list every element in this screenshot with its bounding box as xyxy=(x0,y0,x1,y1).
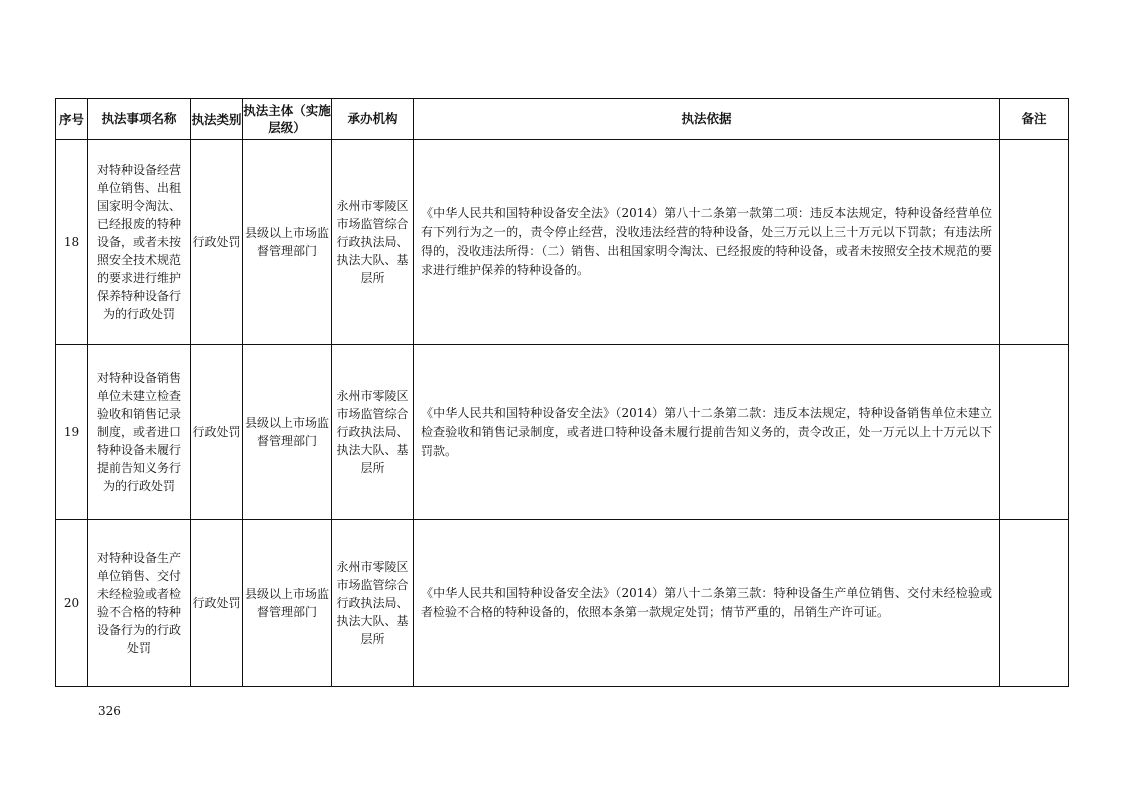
header-office: 承办机构 xyxy=(332,99,414,140)
row-seq: 18 xyxy=(56,140,88,345)
row-category: 行政处罚 xyxy=(191,140,243,345)
table-row xyxy=(56,140,1069,345)
row-category: 行政处罚 xyxy=(191,345,243,520)
row-basis: 《中华人民共和国特种设备安全法》（2014）第八十二条第三款：特种设备生产单位销售、交付未经检验或者检验不合格的特种设备的，依照本条第一款规定处罚；情节严重的，吊销生产许可证。 xyxy=(414,520,1000,687)
table-row xyxy=(56,345,1069,520)
row-name: 对特种设备生产单位销售、交付未经检验或者检验不合格的特种设备行为的行政处罚 xyxy=(88,520,191,687)
row-subject: 县级以上市场监督管理部门 xyxy=(243,345,332,520)
row-office: 永州市零陵区市场监管综合行政执法局、执法大队、基层所 xyxy=(332,345,414,520)
header-subject: 执法主体（实施层级） xyxy=(243,99,332,140)
row-remarks xyxy=(1000,140,1069,345)
header-name: 执法事项名称 xyxy=(88,99,191,140)
row-category: 行政处罚 xyxy=(191,520,243,687)
header-seq: 序号 xyxy=(56,99,88,140)
header-category: 执法类别 xyxy=(191,99,243,140)
row-remarks xyxy=(1000,345,1069,520)
row-name: 对特种设备经营单位销售、出租国家明令淘汰、已经报废的特种设备，或者未按照安全技术规范的要求进行维护保养特种设备行为的行政处罚 xyxy=(88,140,191,345)
row-office: 永州市零陵区市场监管综合行政执法局、执法大队、基层所 xyxy=(332,140,414,345)
row-seq: 19 xyxy=(56,345,88,520)
row-basis: 《中华人民共和国特种设备安全法》（2014）第八十二条第一款第二项：违反本法规定，特种设备经营单位有下列行为之一的，责令停止经营，没收违法经营的特种设备，处三万元以上三十万元以下罚款；有违法所得的，没收违法所得：（二）销售、出租国家明令淘汰、已经报废的特种设备，或者未按照安全技术规范的要求进行维护保养的特种设备的。 xyxy=(414,140,1000,345)
header-remarks: 备注 xyxy=(1000,99,1069,140)
header-row xyxy=(56,99,1069,140)
row-subject: 县级以上市场监督管理部门 xyxy=(243,520,332,687)
page-number: 326 xyxy=(98,704,121,718)
row-remarks xyxy=(1000,520,1069,687)
enforcement-table xyxy=(55,98,1069,687)
row-name: 对特种设备销售单位未建立检查验收和销售记录制度，或者进口特种设备未履行提前告知义务行为的行政处罚 xyxy=(88,345,191,520)
row-subject: 县级以上市场监督管理部门 xyxy=(243,140,332,345)
row-seq: 20 xyxy=(56,520,88,687)
table-row xyxy=(56,520,1069,687)
row-office: 永州市零陵区市场监管综合行政执法局、执法大队、基层所 xyxy=(332,520,414,687)
header-basis: 执法依据 xyxy=(414,99,1000,140)
row-basis: 《中华人民共和国特种设备安全法》（2014）第八十二条第二款：违反本法规定，特种设备销售单位未建立检查验收和销售记录制度，或者进口特种设备未履行提前告知义务的，责令改正，处一万元以上十万元以下罚款。 xyxy=(414,345,1000,520)
